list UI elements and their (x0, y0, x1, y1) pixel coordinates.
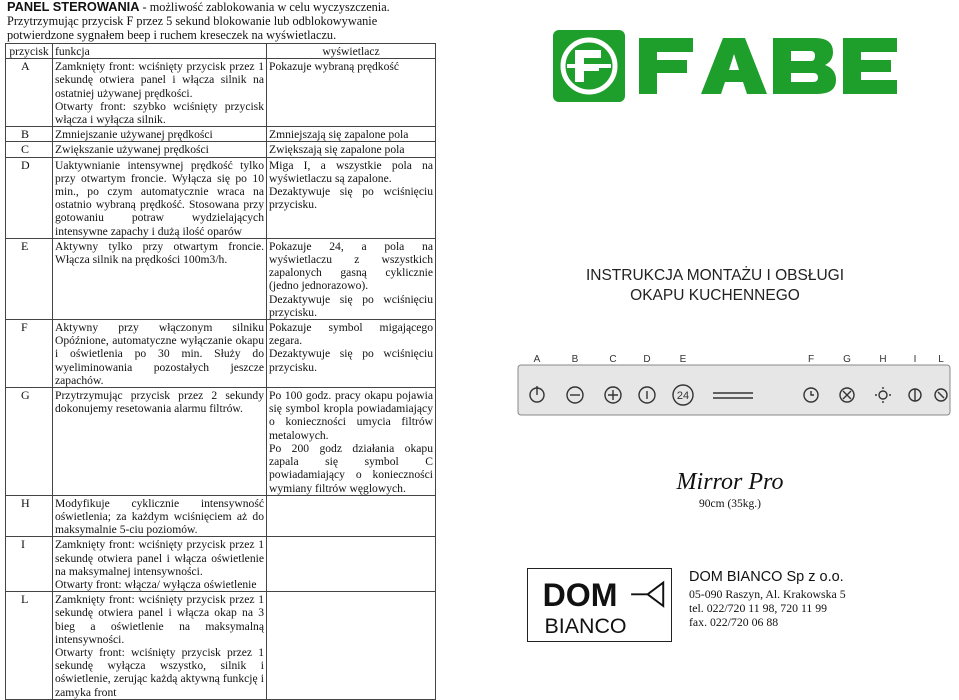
row-function (53, 537, 267, 592)
dom-bianco-logo (527, 568, 672, 642)
row-function (53, 59, 267, 127)
function-paragraph: Zamknięty front: wciśnięty przycisk przez 1 sekundę otwiera panel i włącza oświetlenie na maksymalnej intensywności. (55, 538, 264, 578)
row-display (267, 320, 436, 388)
header-button: przycisk (6, 44, 53, 59)
panel-heading: PANEL STEROWANIA (7, 0, 140, 14)
row-display (267, 157, 436, 238)
row-button-key: B (6, 127, 53, 142)
function-paragraph: Aktywny tylko przy otwartym froncie. Włącza silnik na prędkości 100m3/h. (55, 239, 264, 267)
panel-button-letter: H (879, 354, 887, 365)
table-header-row (6, 44, 436, 59)
table-row (6, 238, 436, 319)
panel-button-letter: G (843, 354, 851, 365)
header-display: wyświetlacz (267, 44, 436, 59)
row-button-key: I (6, 537, 53, 592)
function-paragraph: Zwiększanie używanej prędkości (55, 143, 209, 157)
panel-button-letter: C (609, 354, 617, 365)
header-function: funkcja (53, 44, 267, 59)
row-function (53, 142, 267, 157)
row-display (267, 388, 436, 496)
function-paragraph: Zmniejszanie używanej prędkości (55, 128, 213, 142)
row-button-key: H (6, 495, 53, 537)
table-row (6, 537, 436, 592)
panel-heading-rest: - możliwość zablokowania w celu wyczyszczenia. (139, 0, 390, 14)
row-display (267, 127, 436, 142)
display-value: 24 (676, 390, 690, 402)
row-display (267, 495, 436, 537)
function-paragraph: Zamknięty front: wciśnięty przycisk przez 1 sekundę otwiera panel i włącza okap na 3 bieg a oświetlenie na maksymalną intensywności. (55, 593, 264, 646)
panel-button-letter: F (807, 354, 815, 365)
manual-title-line-2: OKAPU KUCHENNEGO (630, 287, 800, 304)
table-row (6, 59, 436, 127)
row-function (53, 127, 267, 142)
row-function (53, 388, 267, 496)
row-button-key: F (6, 320, 53, 388)
intro-line-3: potwierdzone sygnałem beep i ruchem kreseczek na wyświetlaczu. (7, 28, 337, 42)
company-street: 05-090 Raszyn, Al. Krakowska 5 (689, 587, 846, 601)
model-size: 90cm (35kg.) (699, 498, 761, 510)
intro-line-2: Przytrzymując przycisk F przez 5 sekund blokowanie lub odblokowywanie (7, 14, 378, 28)
display-paragraph: Pokazuje wybraną prędkość (269, 60, 400, 74)
row-display (267, 59, 436, 127)
function-paragraph: Zamknięty front: wciśnięty przycisk przez 1 sekundę otwiera panel i włącza silnik na ostatniej używanej prędkości. (55, 60, 264, 100)
display-paragraph: Zmniejszają się zapalone pola (269, 128, 409, 142)
table-row (6, 495, 436, 537)
row-display (267, 592, 436, 700)
company-address (689, 568, 949, 630)
company-tel: tel. 022/720 11 98, 720 11 99 (689, 601, 828, 616)
row-function (53, 238, 267, 319)
row-button-key: L (6, 592, 53, 700)
row-function (53, 157, 267, 238)
row-button-key: D (6, 157, 53, 238)
company-name: DOM BIANCO Sp z o.o. (689, 569, 844, 585)
display-paragraph: Pokazuje symbol migającego zegara. (269, 321, 433, 348)
panel-button-letter: D (643, 354, 651, 365)
row-function (53, 495, 267, 537)
dom-logo-plug-icon (631, 583, 663, 606)
table-row (6, 388, 436, 496)
panel-strip (518, 365, 950, 415)
faber-logo (553, 30, 933, 102)
row-function (53, 320, 267, 388)
row-display (267, 537, 436, 592)
model-block (620, 468, 840, 511)
function-paragraph: Przytrzymując przycisk przez 2 sekundy dokonujemy resetowania alarmu filtrów. (55, 389, 264, 416)
table-row (6, 157, 436, 238)
table-row (6, 127, 436, 142)
control-panel-table (5, 43, 436, 700)
display-paragraph: Dezaktywuje się po wciśnięciu przycisku. (269, 292, 433, 319)
function-paragraph: Otwarty front: wciśnięty przycisk przez 1 sekundę wyłącza wszystko, silnik i oświetlenie, zerując każdą aktywną funkcję i zamyka front (55, 645, 264, 699)
row-display (267, 142, 436, 157)
table-row (6, 592, 436, 700)
display-paragraph: Dezaktywuje się po wciśnięciu przycisku. (269, 347, 433, 374)
display-paragraph: Po 100 godz. pracy okapu pojawia się symbol kropla powiadamiający o konieczności umycia filtrów metalowych. (269, 389, 433, 442)
intro-heading-line (7, 0, 437, 14)
display-paragraph: Zwiększają się zapalone pola (269, 143, 405, 157)
display-paragraph: Miga I, a wszystkie pola na wyświetlaczu są zapalone. (269, 158, 433, 185)
control-panel-illustration (517, 351, 951, 417)
table-row (6, 142, 436, 157)
display-paragraph: Dezaktywuje się po wciśnięciu przycisku. (269, 185, 433, 212)
dom-logo-word-2: BIANCO (544, 614, 627, 639)
manual-title (560, 266, 870, 306)
row-button-key: C (6, 142, 53, 157)
function-paragraph: Aktywny przy włączonym silniku Opóźnione, automatyczne wyłączanie okapu i oświetlenia po 30 min. Służy do wyeliminowania pozostałych jeszcze zapachów. (55, 321, 264, 387)
row-display (267, 238, 436, 319)
row-button-key: E (6, 238, 53, 319)
panel-button-letter: I (913, 354, 917, 365)
panel-button-letter: L (938, 354, 944, 365)
table-row (6, 320, 436, 388)
manual-title-line-1: INSTRUKCJA MONTAŻU I OBSŁUGI (585, 267, 845, 284)
display-paragraph: Pokazuje 24, a pola na wyświetlaczu z wszystkich zapalonych gasną cyklicznie (jedno jednorazowo). (269, 239, 433, 293)
function-paragraph: Otwarty front: włącza/ wyłącza oświetlenie (55, 577, 257, 591)
row-button-key: A (6, 59, 53, 127)
display-paragraph: Po 200 godz działania okapu zapala się symbol C powiadamiający o konieczności wymiany filtrów węglowych. (269, 441, 433, 495)
model-name: Mirror Pro (676, 469, 784, 495)
intro-text (7, 0, 437, 42)
function-paragraph: Uaktywnianie intensywnej prędkość tylko przy otwartym froncie. Wyłącza się po 10 min., po czym automatycznie wraca na ostatnio wybraną prędkość. Stosowana przy gotowaniu potraw wydzielających intensywne zapachy i dużą ilość oparów (55, 158, 264, 238)
function-paragraph: Otwarty front: szybko wciśnięty przycisk włącza i wyłącza silnik. (55, 99, 264, 127)
row-button-key: G (6, 388, 53, 496)
function-paragraph: Modyfikuje cyklicznie intensywność oświetlenia; za każdym wciśnięciem aż do maksymalnie 5-ciu poziomów. (55, 496, 264, 537)
row-function (53, 592, 267, 700)
panel-button-letter: A (533, 354, 541, 365)
dom-logo-word-1: DOM (542, 576, 618, 613)
company-fax: fax. 022/720 06 88 (689, 615, 779, 630)
panel-button-letter: E (679, 354, 687, 365)
panel-button-letter: B (571, 354, 579, 365)
